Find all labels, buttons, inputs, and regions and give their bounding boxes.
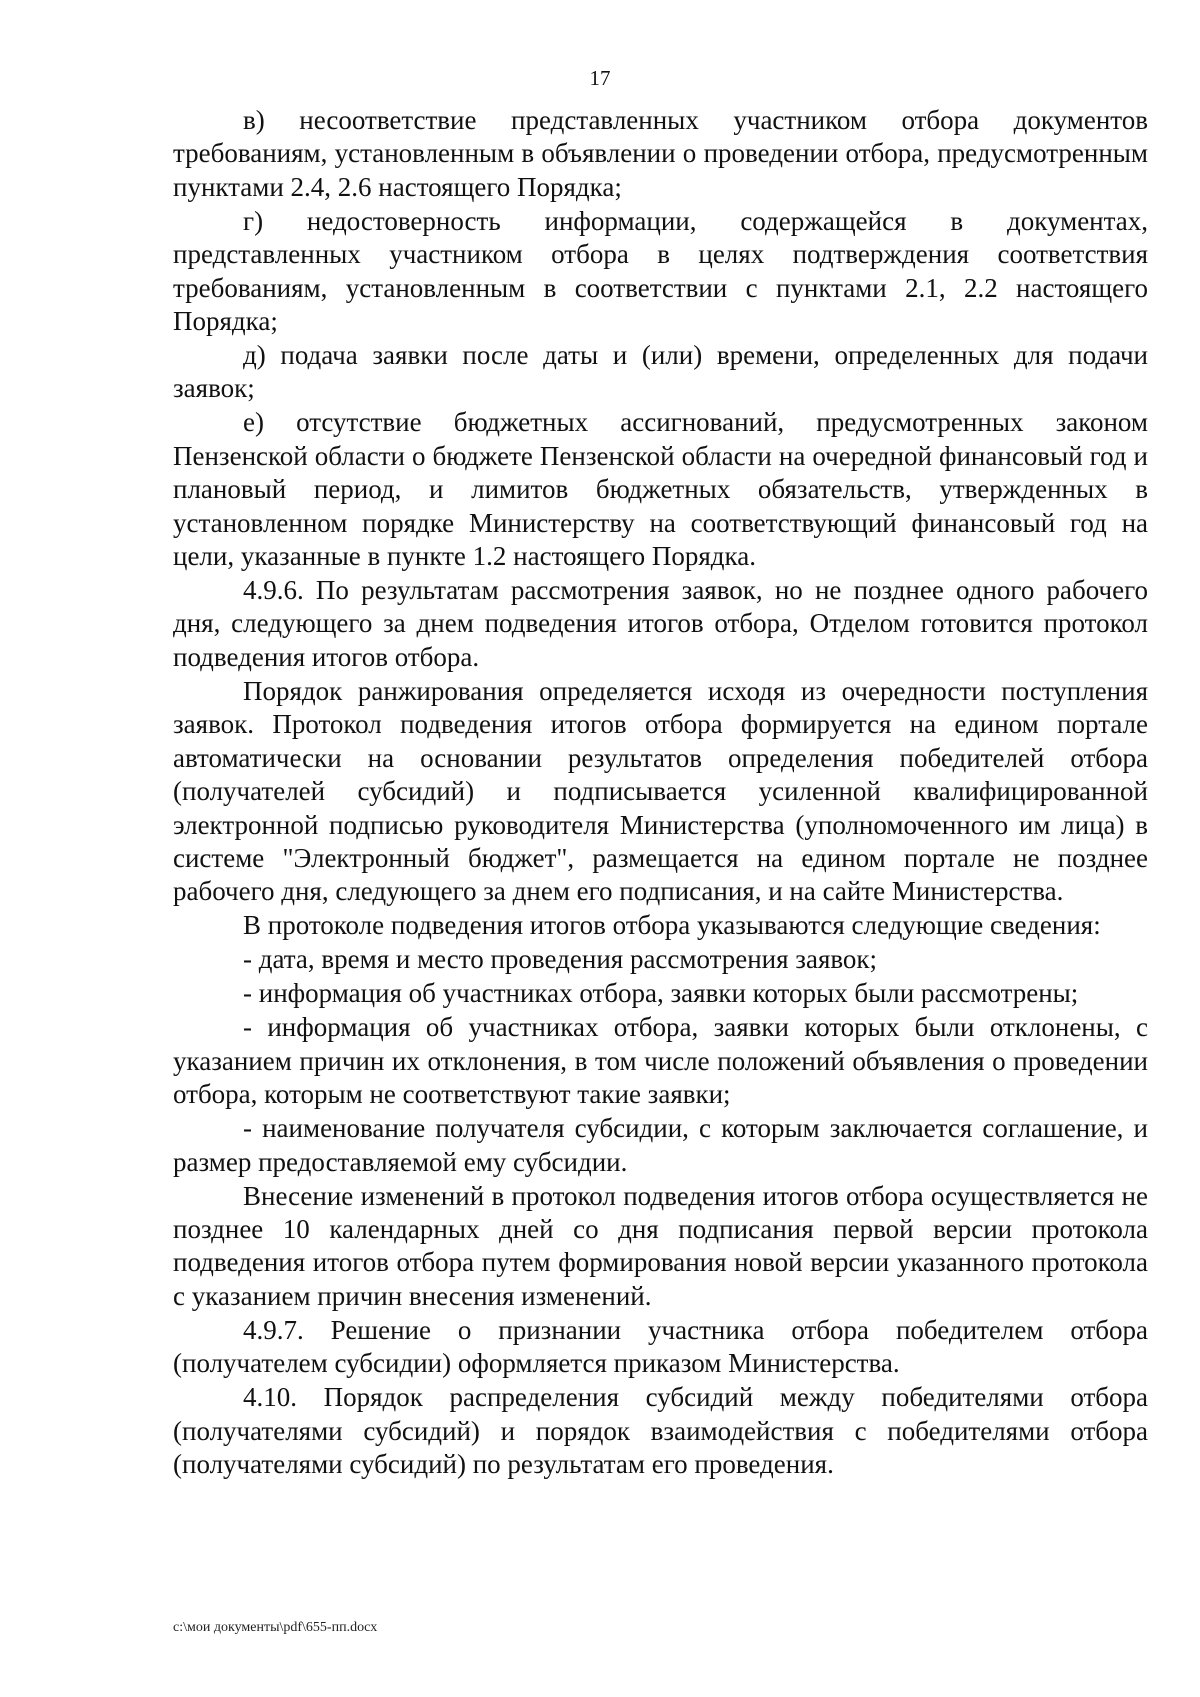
paragraph-4-9-7: 4.9.7. Решение о признании участника отбора победителем отбора (получателем субсидии) оформляется приказом Министерства.: [173, 1314, 1148, 1379]
document-body: [173, 104, 1148, 1481]
footer-file-path: c:\мои документы\pdf\655-пп.docx: [173, 1620, 378, 1635]
page-number: 17: [589, 66, 611, 90]
paragraph-protocol-info-intro: В протоколе подведения итогов отбора указываются следующие сведения:: [243, 910, 1101, 941]
list-item-recipient-name: - наименование получателя субсидии, с которым заключается соглашение, и размер предоставляемой ему субсидии.: [173, 1113, 1148, 1177]
paragraph-item-g: г) недостоверность информации, содержащейся в документах, представленных участником отбора в целях подтверждения соответствия требованиям, установленным в соответствии с пунктами 2.1, 2.2 настоящего Порядка;: [173, 205, 1148, 337]
paragraph-4-10: 4.10. Порядок распределения субсидий между победителями отбора (получателями субсидий) и порядок взаимодействия с победителями отбора (получателями субсидий) по результатам его проведения.: [173, 1382, 1148, 1479]
list-item-rejected-participants: - информация об участниках отбора, заявки которых были отклонены, с указанием причин их отклонения, в том числе положений объявления о проведении отбора, которым не соответствуют такие заявки;: [173, 1012, 1148, 1110]
paragraph-protocol-changes: Внесение изменений в протокол подведения итогов отбора осуществляется не позднее 10 календарных дней со дня подписания первой версии протокола подведения итогов отбора путем формирования новой версии указанного протокола с указанием причин внесения изменений.: [173, 1180, 1148, 1311]
list-item-reviewed-participants: - информация об участниках отбора, заявки которых были рассмотрены;: [243, 978, 1079, 1009]
paragraph-item-d: д) подача заявки после даты и (или) времени, определенных для подачи заявок;: [173, 340, 1148, 404]
paragraph-ranking-order: Порядок ранжирования определяется исходя из очередности поступления заявок. Протокол подведения итогов отбора формируется на едином портале автоматически на основании результатов определения победителей отбора (получателей субсидий) и подписывается усиленной квалифицированной электронной подписью руководителя Министерства (уполномоченного им лица) в системе "Электронный бюджет", размещается на едином портале не позднее рабочего дня, следующего за днем его подписания, и на сайте Министерства.: [173, 675, 1148, 907]
list-item-date-time-place: - дата, время и место проведения рассмотрения заявок;: [243, 944, 878, 975]
paragraph-item-v: в) несоответствие представленных участником отбора документов требованиям, установленным в объявлении о проведении отбора, предусмотренным пунктами 2.4, 2.6 настоящего Порядка;: [173, 105, 1148, 202]
paragraph-item-e: е) отсутствие бюджетных ассигнований, предусмотренных законом Пензенской области о бюджете Пензенской области на очередной финансовый год и плановый период, и лимитов бюджетных обязательств, утвержденных в установленном порядке Министерству на соответствующий финансовый год на цели, указанные в пункте 1.2 настоящего Порядка.: [173, 407, 1148, 572]
paragraph-4-9-6: 4.9.6. По результатам рассмотрения заявок, но не позднее одного рабочего дня, следующего за днем подведения итогов отбора, Отделом готовится протокол подведения итогов отбора.: [173, 575, 1148, 672]
